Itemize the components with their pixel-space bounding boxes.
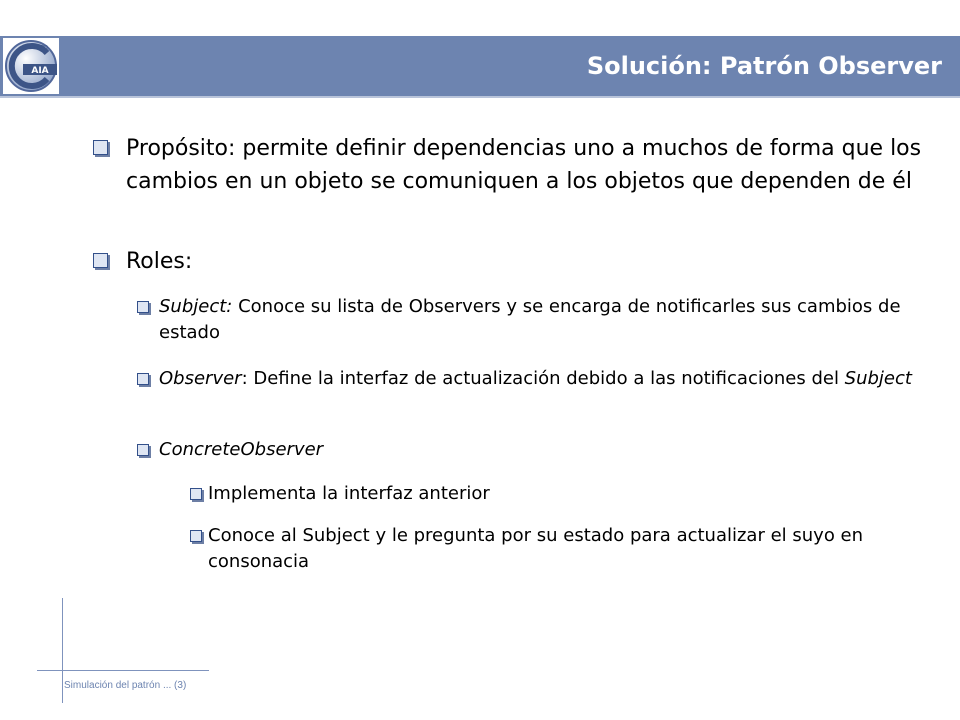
square-bullet-icon [137, 301, 149, 313]
title-underline [0, 96, 960, 98]
logo-main-text: AIA [31, 66, 49, 76]
observer-term: Observer [159, 368, 242, 389]
footer-vertical-line [62, 598, 63, 703]
bullet-subject [137, 294, 927, 346]
square-bullet-icon [190, 488, 202, 500]
roles-text: Roles: [126, 249, 193, 274]
subject-description: Conoce su lista de Observers y se encarga de notificarles sus cambios de estado [159, 296, 901, 343]
implementa-text: Implementa la interfaz anterior [208, 483, 490, 504]
conoce-text: Conoce al Subject y le pregunta por su estado para actualizar el suyo en consonacia [208, 525, 864, 572]
subject-text [159, 294, 927, 346]
square-bullet-icon [93, 253, 108, 268]
proposito-text: Propósito: permite definir dependencias uno a muchos de forma que los cambios en un objeto se comuniquen a los objetos que dependen de él [126, 136, 922, 194]
square-bullet-icon [137, 444, 149, 456]
bullet-implementa [190, 481, 910, 507]
bullet-roles [93, 245, 923, 278]
bullet-observer [137, 366, 927, 392]
square-bullet-icon [93, 140, 108, 155]
slide-title: Solución: Patrón Observer [586, 52, 942, 80]
observer-subject-term: Subject [844, 368, 912, 389]
bullet-proposito [93, 132, 923, 198]
square-bullet-icon [137, 373, 149, 385]
bullet-conoce [190, 523, 910, 575]
logo-top-text: GRUPO [30, 45, 48, 51]
observer-description: : Define la interfaz de actualización debido a las notificaciones del [241, 368, 845, 389]
footer-text: Simulación del patrón ... (3) [64, 680, 187, 691]
concrete-observer-text [159, 437, 323, 463]
grupo-aia-logo [3, 38, 59, 94]
concrete-observer-term: ConcreteObserver [159, 439, 324, 460]
square-bullet-icon [190, 530, 202, 542]
bullet-concrete-observer [137, 437, 927, 463]
subject-term: Subject: [159, 296, 233, 317]
footer-horizontal-line [37, 670, 209, 671]
observer-text [159, 366, 912, 392]
